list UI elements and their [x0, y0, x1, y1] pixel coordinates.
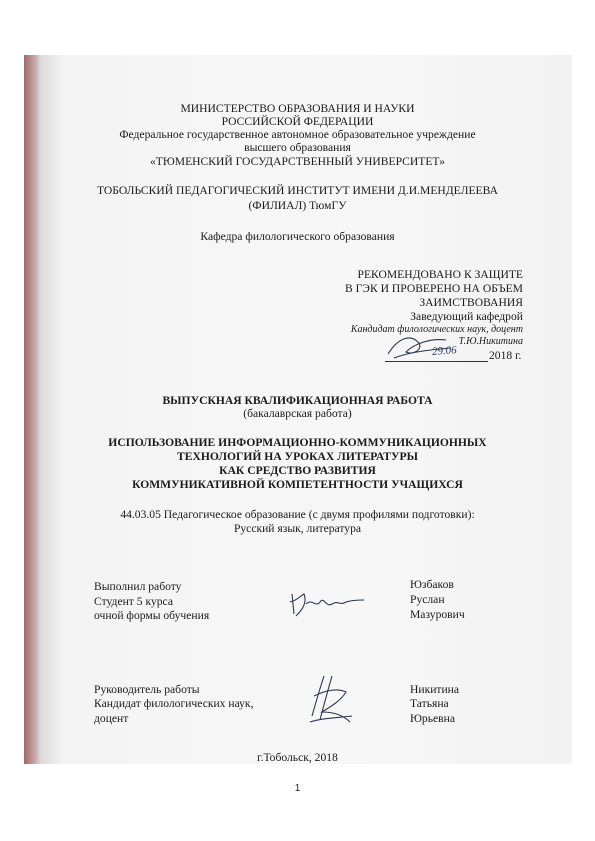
head-signature-icon	[384, 328, 454, 362]
institution-type-line-1: Федеральное государственное автономное образовательное учреждение	[119, 128, 476, 141]
supervisor-surname: Никитина	[410, 683, 460, 696]
student-first-name: Руслан	[410, 593, 445, 606]
supervisor-role-2: Кандидат филологических наук,	[94, 697, 254, 710]
approval-name: Т.Ю.Никитина	[458, 336, 523, 347]
work-title-line-3: КАК СРЕДСТВО РАЗВИТИЯ	[219, 464, 376, 477]
work-title-line-1: ИСПОЛЬЗОВАНИЕ ИНФОРМАЦИОННО-КОММУНИКАЦИОННЫХ	[108, 436, 487, 449]
institute-line-2: (ФИЛИАЛ) ТюмГУ	[248, 199, 347, 212]
supervisor-signature-icon	[302, 672, 358, 728]
work-title-line-2: ТЕХНОЛОГИЙ НА УРОКАХ ЛИТЕРАТУРЫ	[177, 450, 418, 463]
approval-line-2: В ГЭК И ПРОВЕРЕНО НА ОБЪЕМ	[344, 282, 523, 295]
approval-degree: Кандидат филологических наук, доцент	[350, 324, 523, 335]
supervisor-role-1: Руководитель работы	[94, 683, 200, 696]
student-role-2: Студент 5 курса	[94, 595, 173, 608]
approval-year: 2018 г.	[489, 349, 522, 362]
approval-head: Заведующий кафедрой	[410, 310, 523, 323]
page-number: 1	[294, 783, 301, 794]
approval-line-3: ЗАИМСТВОВАНИЯ	[419, 296, 523, 309]
program-line-1: 44.03.05 Педагогическое образование (с двумя профилями подготовки):	[120, 508, 475, 521]
ministry-line-1: МИНИСТЕРСТВО ОБРАЗОВАНИЯ И НАУКИ	[180, 102, 415, 115]
student-role-1: Выполнил работу	[94, 580, 182, 593]
ministry-line-2: РОССИЙСКОЙ ФЕДЕРАЦИИ	[221, 115, 374, 128]
work-subtype: (бакалаврская работа)	[243, 407, 352, 420]
program-line-2: Русский язык, литература	[233, 522, 362, 535]
institution-type-line-2: высшего образования	[244, 141, 351, 154]
department-name: Кафедра филологического образования	[200, 230, 395, 243]
supervisor-patronymic: Юрьевна	[410, 712, 455, 725]
student-patronymic: Мазурович	[410, 608, 465, 621]
institute-line-1: ТОБОЛЬСКИЙ ПЕДАГОГИЧЕСКИЙ ИНСТИТУТ ИМЕНИ Д.И.МЕНДЕЛЕЕВА	[96, 184, 499, 197]
student-signature-icon	[286, 586, 366, 622]
city-year: г.Тобольск, 2018	[257, 751, 338, 764]
handwritten-date: 29.06	[431, 344, 458, 358]
supervisor-first-name: Татьяна	[410, 697, 449, 710]
university-name: «ТЮМЕНСКИЙ ГОСУДАРСТВЕННЫЙ УНИВЕРСИТЕТ»	[149, 155, 446, 168]
approval-line-1: РЕКОМЕНДОВАНО К ЗАЩИТЕ	[357, 268, 523, 281]
supervisor-role-3: доцент	[94, 712, 129, 725]
work-title-line-4: КОММУНИКАТИВНОЙ КОМПЕТЕНТНОСТИ УЧАЩИХСЯ	[132, 478, 463, 491]
student-surname: Юзбаков	[410, 578, 454, 591]
work-type: ВЫПУСКНАЯ КВАЛИФИКАЦИОННАЯ РАБОТА	[162, 394, 433, 407]
student-role-3: очной формы обучения	[94, 609, 210, 622]
